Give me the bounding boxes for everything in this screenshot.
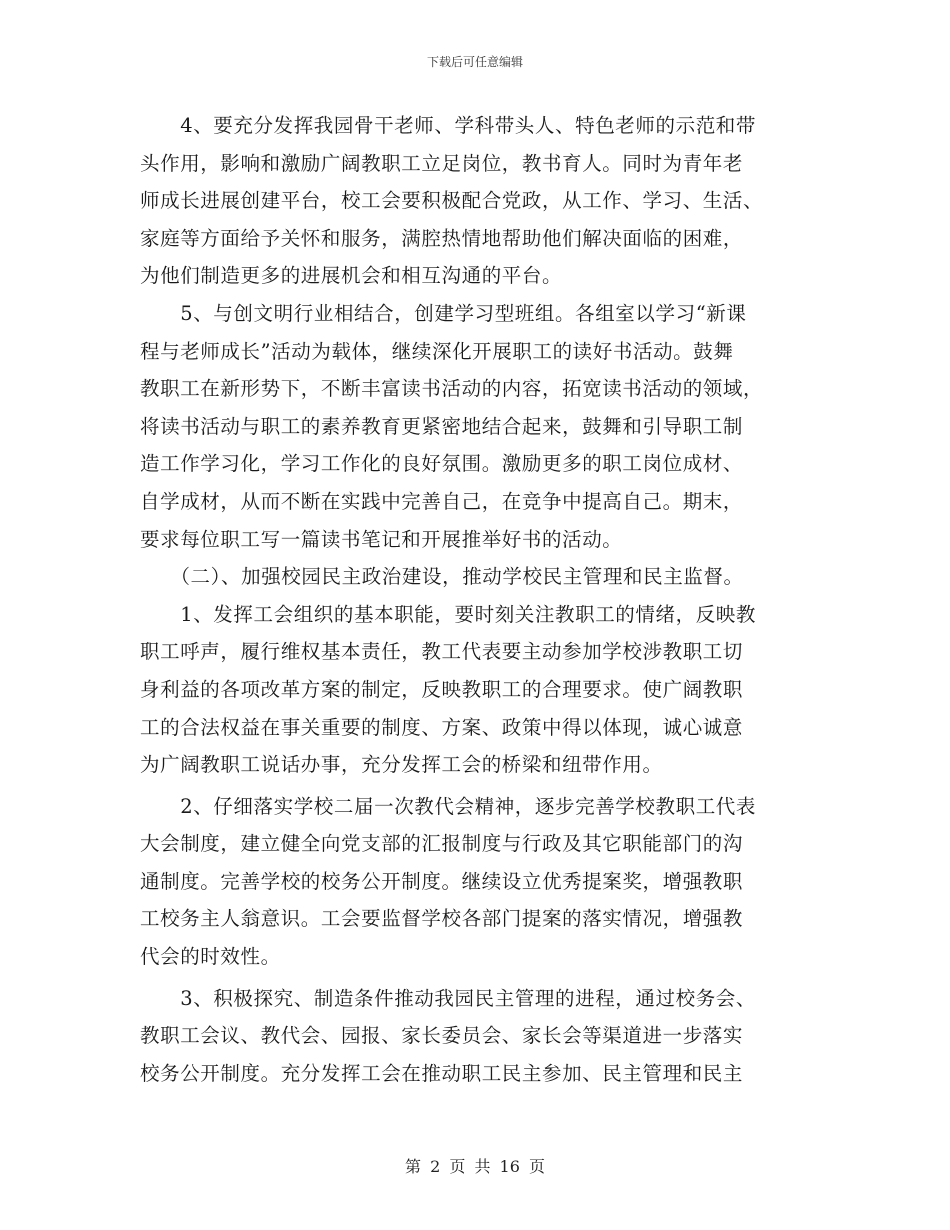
document-body <box>140 107 820 1092</box>
section-heading-text: （二）、加强校园民主政治建设，推动学校民主管理和民主监督。 <box>140 565 744 589</box>
text-line: 家庭等方面给予关怀和服务，满腔热情地帮助他们解决面临的困难， <box>140 226 744 250</box>
text-line: 教职工在新形势下，不断丰富读书活动的内容，拓宽读书活动的领域， <box>140 377 764 401</box>
text-line: 造工作学习化，学习工作化的良好氛围。激励更多的职工岗位成材、 <box>140 452 744 476</box>
text-line: 头作用，影响和激励广阔教职工立足岗位，教书育人。同时为青年老 <box>140 151 744 175</box>
text-line: 为他们制造更多的进展机会和相互沟通的平台。 <box>140 264 563 288</box>
text-line: 4、要充分发挥我园骨干老师、学科带头人、特色老师的示范和带 <box>140 114 757 137</box>
text-line: 要求每位职工写一篇读书笔记和开展推举好书的活动。 <box>140 527 623 551</box>
text-line: 大会制度，建立健全向党支部的汇报制度与行政及其它职能部门的沟 <box>140 832 744 856</box>
text-line: 3、积极探究、制造条件推动我园民主管理的进程，通过校务会、 <box>140 986 757 1010</box>
paragraph-item-1 <box>140 596 820 784</box>
text-line: 教职工会议、教代会、园报、家长委员会、家长会等渠道进一步落实 <box>140 1024 744 1048</box>
text-line: 代会的时效性。 <box>140 945 281 969</box>
paragraph-item-2 <box>140 788 820 976</box>
text-line: 师成长进展创建平台，校工会要积极配合党政，从工作、学习、生活、 <box>140 189 764 213</box>
section-heading-2 <box>140 558 820 596</box>
text-line: 校务公开制度。充分发挥工会在推动职工民主参加、民主管理和民主 <box>140 1061 744 1085</box>
text-line: 工的合法权益在事关重要的制度、方案、政策中得以体现，诚心诚意 <box>140 715 744 739</box>
text-line: 2、仔细落实学校二届一次教代会精神，逐步完善学校教职工代表 <box>140 794 757 818</box>
text-line: 为广阔教职工说话办事，充分发挥工会的桥梁和纽带作用。 <box>140 753 663 777</box>
text-line: 自学成材，从而不断在实践中完善自己，在竞争中提高自己。期末， <box>140 489 744 513</box>
text-line: 程与老师成长”活动为载体，继续深化开展职工的读好书活动。鼓舞 <box>140 339 734 363</box>
text-line: 通制度。完善学校的校务公开制度。继续设立优秀提案奖，增强教职 <box>140 869 744 893</box>
page-footer: 第 2 页 共 16 页 <box>405 1157 545 1176</box>
text-line: 身利益的各项改革方案的制定，反映教职工的合理要求。使广阔教职 <box>140 677 744 701</box>
paragraph-item-5 <box>140 295 820 558</box>
paragraph-item-4 <box>140 107 820 295</box>
text-line: 将读书活动与职工的素养教育更紧密地结合起来，鼓舞和引导职工制 <box>140 414 744 438</box>
text-line: 职工呼声，履行维权基本责任，教工代表要主动参加学校涉教职工切 <box>140 640 744 664</box>
paragraph-item-3 <box>140 980 820 1093</box>
page-header: 下载后可任意编辑 <box>426 55 523 69</box>
text-line: 1、发挥工会组织的基本职能，要时刻关注教职工的情绪，反映教 <box>140 602 757 626</box>
text-line: 5、与创文明行业相结合，创建学习型班组。各组室以学习“新课 <box>140 301 747 325</box>
text-line: 工校务主人翁意识。工会要监督学校各部门提案的落实情况，增强教 <box>140 907 744 931</box>
